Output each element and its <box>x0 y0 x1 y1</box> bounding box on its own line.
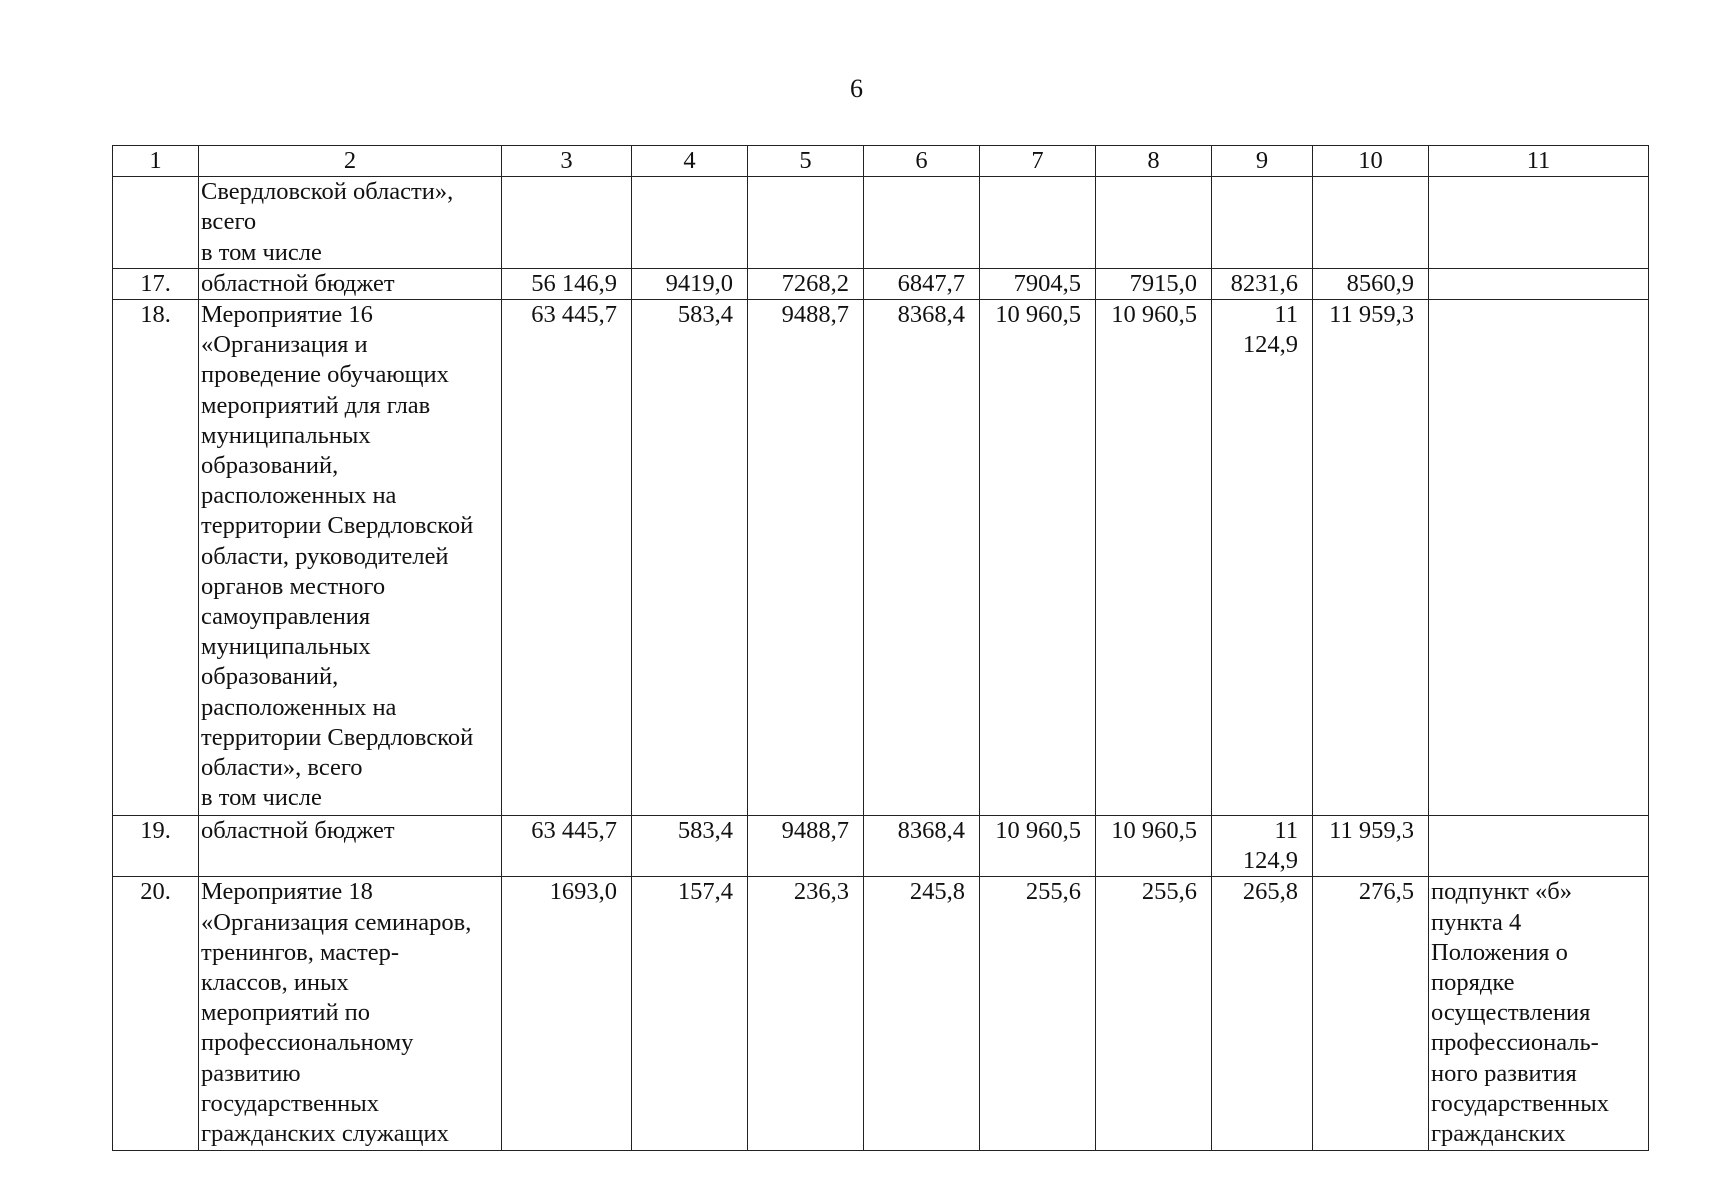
value-cell: 11 959,3 <box>1313 300 1429 816</box>
header-cell: 11 <box>1429 146 1649 177</box>
value-cell <box>748 177 864 269</box>
value-cell: 10 960,5 <box>980 300 1096 816</box>
header-cell: 7 <box>980 146 1096 177</box>
header-cell: 8 <box>1096 146 1212 177</box>
value-cell <box>1313 177 1429 269</box>
program-table <box>112 145 1649 1151</box>
value-cell <box>632 177 748 269</box>
header-cell: 4 <box>632 146 748 177</box>
value-cell: 56 146,9 <box>502 268 632 299</box>
value-cell: 255,6 <box>980 877 1096 1151</box>
table-row <box>113 816 1649 877</box>
row-name: Мероприятие 16 «Организация и проведение обучающих мероприятий для глав муниципальных образований, расположенных на территории Свердловской области, руководителей органов местного самоуправления муниципальных образований, расположенных на территории Свердловской области», всего в том числе <box>199 300 502 816</box>
value-cell: 10 960,5 <box>980 816 1096 877</box>
value-cell: 63 445,7 <box>502 816 632 877</box>
value-cell: 245,8 <box>864 877 980 1151</box>
value-cell: 8231,6 <box>1212 268 1313 299</box>
value-cell: 1693,0 <box>502 877 632 1151</box>
value-cell: 157,4 <box>632 877 748 1151</box>
row-number: 19. <box>113 816 199 877</box>
value-cell: 8368,4 <box>864 816 980 877</box>
value-cell: 276,5 <box>1313 877 1429 1151</box>
row-name: Свердловской области», всего в том числе <box>199 177 502 269</box>
page-number: 6 <box>850 74 863 103</box>
value-cell: 9419,0 <box>632 268 748 299</box>
value-cell: 583,4 <box>632 300 748 816</box>
value-cell: 9488,7 <box>748 816 864 877</box>
value-cell: 7904,5 <box>980 268 1096 299</box>
value-cell <box>980 177 1096 269</box>
value-cell: 8560,9 <box>1313 268 1429 299</box>
header-cell: 1 <box>113 146 199 177</box>
value-cell: 11 959,3 <box>1313 816 1429 877</box>
row-name: областной бюджет <box>199 816 502 877</box>
row-number: 20. <box>113 877 199 1151</box>
value-cell: 255,6 <box>1096 877 1212 1151</box>
value-cell: 8368,4 <box>864 300 980 816</box>
table-row <box>113 268 1649 299</box>
header-cell: 2 <box>199 146 502 177</box>
value-cell: 11 124,9 <box>1212 300 1313 816</box>
table-row <box>113 877 1649 1151</box>
value-cell: 583,4 <box>632 816 748 877</box>
header-cell: 3 <box>502 146 632 177</box>
value-cell: 7268,2 <box>748 268 864 299</box>
row-number: 17. <box>113 268 199 299</box>
row-number <box>113 177 199 269</box>
header-cell: 5 <box>748 146 864 177</box>
row-name: Мероприятие 18 «Организация семинаров, тренингов, мастер- классов, иных мероприятий по профессиональному развитию государственных гражданских служащих <box>199 877 502 1151</box>
table-row <box>113 177 1649 269</box>
header-cell: 6 <box>864 146 980 177</box>
value-cell: 10 960,5 <box>1096 816 1212 877</box>
value-cell: 265,8 <box>1212 877 1313 1151</box>
value-cell: 9488,7 <box>748 300 864 816</box>
value-cell: 236,3 <box>748 877 864 1151</box>
row-number: 18. <box>113 300 199 816</box>
note-cell <box>1429 177 1649 269</box>
value-cell: 11 124,9 <box>1212 816 1313 877</box>
note-cell <box>1429 300 1649 816</box>
header-cell: 9 <box>1212 146 1313 177</box>
value-cell <box>864 177 980 269</box>
note-cell <box>1429 816 1649 877</box>
row-name: областной бюджет <box>199 268 502 299</box>
value-cell <box>1096 177 1212 269</box>
header-row <box>113 146 1649 177</box>
note-cell: подпункт «б» пункта 4 Положения о порядке осуществления профессиональ- ного развития государственных гражданских <box>1429 877 1649 1151</box>
header-cell: 10 <box>1313 146 1429 177</box>
value-cell <box>1212 177 1313 269</box>
value-cell: 63 445,7 <box>502 300 632 816</box>
note-cell <box>1429 268 1649 299</box>
table-row <box>113 300 1649 816</box>
value-cell <box>502 177 632 269</box>
value-cell: 10 960,5 <box>1096 300 1212 816</box>
value-cell: 6847,7 <box>864 268 980 299</box>
value-cell: 7915,0 <box>1096 268 1212 299</box>
